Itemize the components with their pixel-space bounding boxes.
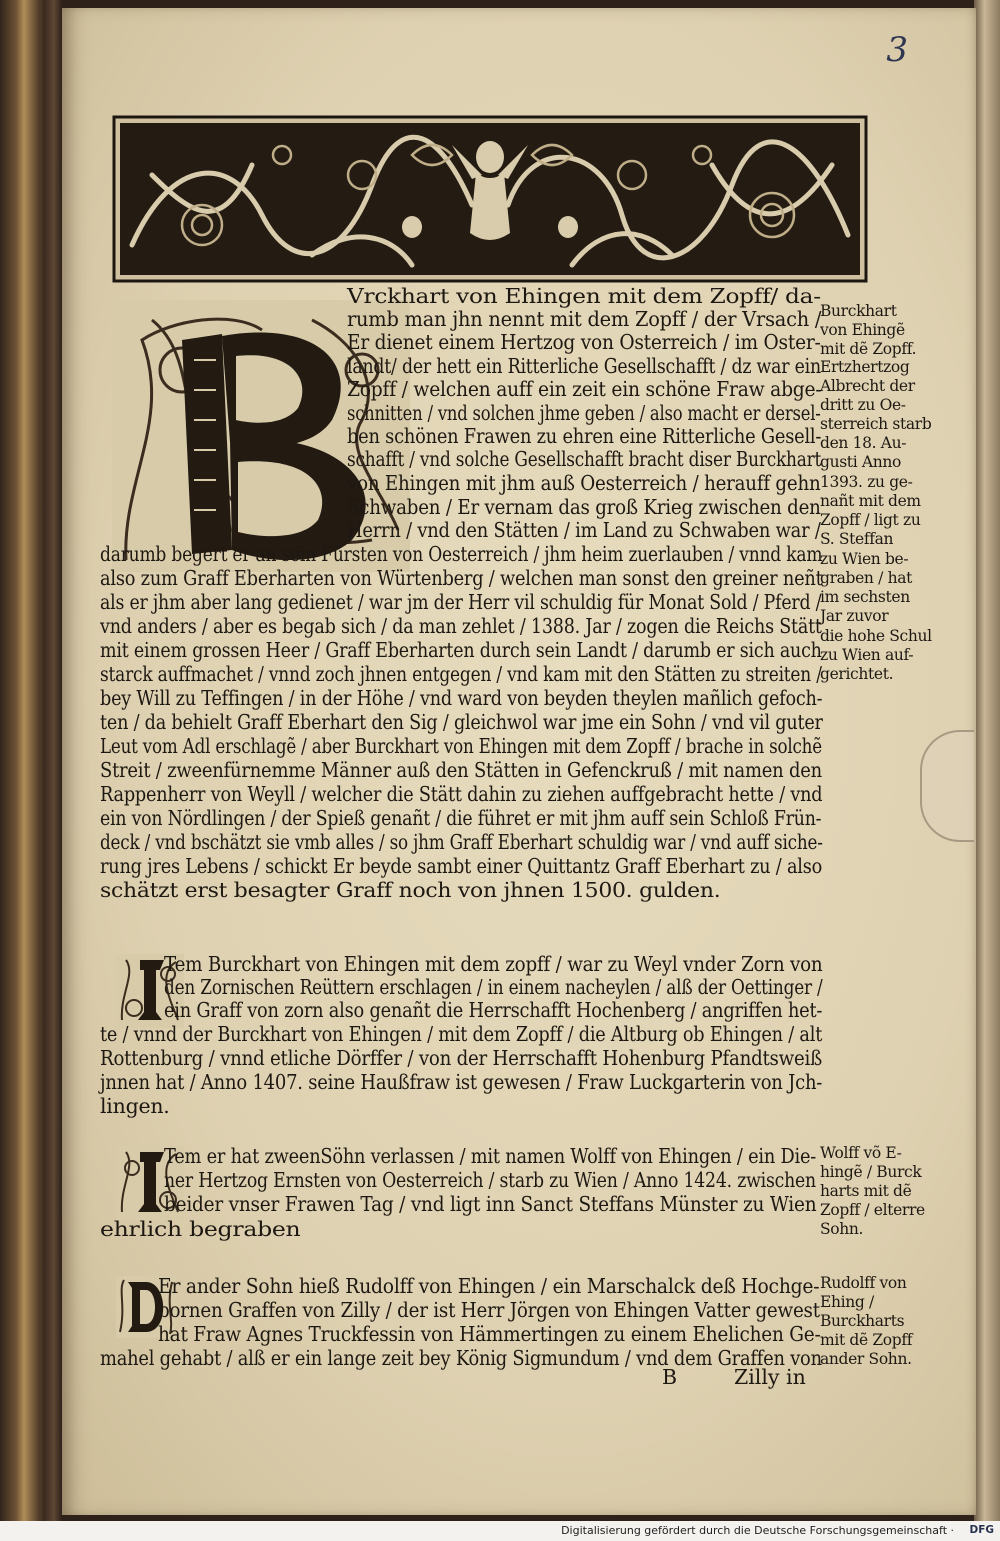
text-line: hat Fraw Agnes Truckfessin von Hämmertingen zu einem Ehelichen Ge-: [158, 1322, 821, 1346]
text-line: von Ehingen mit jhm auß Oesterreich / herauff gehn: [347, 471, 821, 495]
text-line: te / vnnd der Burckhart von Ehingen / mit dem Zopff / die Altburg ob Ehingen / alt: [100, 1022, 823, 1046]
text-line: als er jhm aber lang gedienet / war jm der Herr vil schuldig für Monat Sold / Pferd /: [100, 590, 822, 614]
funding-credit: Digitalisierung gefördert durch die Deutsche Forschungsgemeinschaft ·: [561, 1524, 954, 1537]
catchword: Zilly in: [734, 1365, 806, 1389]
text-line: schätzt erst besagter Graff noch von jhnen 1500. gulden.: [100, 878, 721, 902]
margin-note-line: hingẽ / Burck: [820, 1163, 922, 1181]
text-line: Schwaben / Er vernam das groß Krieg zwischen den: [347, 495, 821, 519]
text-line: beider vnser Frawen Tag / vnd ligt inn Sanct Steffans Münster zu Wien: [164, 1192, 817, 1216]
margin-note-line: ander Sohn.: [820, 1350, 912, 1368]
text-line: darumb begert er an sein Fürsten von Oesterreich / jhm heim zuerlauben / vnnd kam: [100, 542, 823, 566]
text-line: bornen Graffen von Zilly / der ist Herr Jörgen von Ehingen Vatter gewest: [158, 1298, 820, 1322]
text-line: Vrckhart von Ehingen mit dem Zopff/ da-: [347, 284, 821, 308]
text-line: Er dienet einem Hertzog von Osterreich / im Oster-: [347, 330, 821, 354]
text-line: Rottenburg / vnnd etliche Dörffer / von der Herrschafft Hohenburg Pfandtsweiß: [100, 1046, 823, 1070]
text-line: Tem er hat zweenSöhn verlassen / mit namen Wolff von Ehingen / ein Die-: [164, 1144, 817, 1168]
margin-note-line: Albrecht der: [820, 377, 915, 395]
paper-page: [62, 8, 976, 1515]
text-line: Rappenherr von Weyll / welcher die Stätt dahin zu ziehen auffgebracht hette / vnd: [100, 782, 823, 806]
margin-note-line: graben / hat: [820, 569, 912, 587]
text-line: ein Graff von zorn also genañt die Herrschafft Hochenberg / angriffen het-: [164, 998, 823, 1022]
text-line: Streit / zweenfürnemme Männer auß den Stätten in Gefenckruß / mit namen den: [100, 758, 822, 782]
book-binding-left: [0, 0, 40, 1541]
text-line: also zum Graff Eberharten von Würtenberg / welchen man sonst den greiner neñt: [100, 566, 823, 590]
margin-note-line: Jar zuvor: [820, 607, 889, 625]
margin-note-line: den 18. Au-: [820, 434, 907, 452]
margin-note-line: 1393. zu ge-: [820, 473, 913, 491]
margin-note-line: Ehing /: [820, 1293, 874, 1311]
text-line: vnd anders / aber es begab sich / da man zehlet / 1388. Jar / zogen die Reichs Stätt: [100, 614, 822, 638]
ribbon-tab: [920, 730, 974, 842]
text-line: landt/ der hett ein Ritterliche Gesellschafft / dz war ein: [347, 354, 821, 378]
woodcut-ornament-band: [112, 115, 868, 283]
margin-note-line: S. Steffan: [820, 530, 894, 548]
text-line: den Zornischen Reüttern erschlagen / in einem nacheylen / alß der Oettinger /: [164, 975, 823, 999]
text-line: ein von Nördlingen / der Spieß genañt / die führet er mit jhm auff sein Schloß Frün-: [100, 806, 822, 830]
margin-note-line: dritt zu Oe-: [820, 396, 906, 414]
margin-note-line: Zopff / elterre: [820, 1201, 925, 1219]
margin-note-line: Burckharts: [820, 1312, 905, 1330]
margin-note-line: im sechsten: [820, 588, 910, 606]
margin-note-line: zu Wien auf-: [820, 646, 914, 664]
text-line: rung jres Lebens / schickt Er beyde sambt einer Quittantz Graff Eberhart zu / also: [100, 854, 823, 878]
margin-note-line: harts mit dẽ: [820, 1182, 912, 1200]
margin-note-line: Zopff / ligt zu: [820, 511, 921, 529]
margin-note-line: mit dẽ Zopff.: [820, 340, 917, 358]
margin-note-line: gusti Anno: [820, 453, 901, 471]
text-line: Er ander Sohn hieß Rudolff von Ehingen / ein Marschalck deß Hochge-: [158, 1274, 820, 1298]
text-line: ehrlich begraben: [100, 1217, 301, 1241]
margin-note-line: zu Wien be-: [820, 550, 909, 568]
text-line: schnitten / vnd solchen jhme geben / also macht er dersel-: [347, 401, 821, 425]
text-line: lingen.: [100, 1094, 170, 1118]
text-line: ner Hertzog Ernsten von Oesterreich / starb zu Wien / Anno 1424. zwischen: [164, 1168, 816, 1192]
digitization-footer: [0, 1521, 1000, 1541]
page-number: 3: [886, 30, 908, 70]
margin-note-line: Wolff võ E-: [820, 1144, 902, 1162]
margin-note-line: mit dẽ Zopff: [820, 1331, 913, 1349]
margin-note-line: Rudolff von: [820, 1274, 907, 1292]
text-line: Herrn / vnd den Stätten / im Land zu Schwaben war /: [347, 518, 821, 542]
text-line: rumb man jhn nennt mit dem Zopff / der Vrsach /: [347, 307, 822, 331]
signature-mark: B: [662, 1365, 678, 1389]
text-line: deck / vnd bschätzt sie vmb alles / so jhm Graff Eberhart schuldig war / vnd auff siche-: [100, 830, 823, 854]
text-line: starck auffmachet / vnnd zoch jhnen entgegen / vnd kam mit den Stätten zu streiten /: [100, 662, 822, 686]
text-line: schafft / vnd solche Gesellschafft bracht diser Burckhart: [347, 447, 822, 471]
page-fore-edge: [974, 0, 1000, 1541]
text-line: Zopff / welchen auff ein zeit ein schöne Fraw abge-: [347, 377, 822, 401]
text-line: mit einem grossen Heer / Graff Eberharten durch sein Landt / darumb er sich auch: [100, 638, 822, 662]
margin-note-line: sterreich starb: [820, 415, 932, 433]
text-line: jnnen hat / Anno 1407. seine Haußfraw ist gewesen / Fraw Luckgarterin von Jch-: [100, 1070, 823, 1094]
dfg-logo: DFG: [969, 1524, 994, 1536]
text-line: ben schönen Frawen zu ehren eine Ritterliche Gesell-: [347, 424, 822, 448]
text-line: Leut vom Adl erschlagẽ / aber Burckhart von Ehingen mit dem Zopff / brache in solchẽ: [100, 734, 822, 758]
text-line: Tem Burckhart von Ehingen mit dem zopff / war zu Weyl vnder Zorn von: [164, 952, 823, 976]
margin-note-line: Sohn.: [820, 1220, 864, 1238]
margin-note-line: von Ehingẽ: [820, 321, 905, 339]
margin-note-line: Ertzhertzog: [820, 358, 910, 376]
margin-note-line: Burckhart: [820, 302, 897, 320]
margin-note-line: nañt mit dem: [820, 492, 921, 510]
text-line: bey Will zu Teffingen / in der Höhe / vnd ward von beyden theylen mañlich gefoch-: [100, 686, 823, 710]
text-line: mahel gehabt / alß er ein lange zeit bey König Sigmundum / vnd dem Graffen von: [100, 1346, 822, 1370]
margin-note-line: gerichtet.: [820, 665, 894, 683]
margin-note-line: die hohe Schul: [820, 627, 932, 645]
text-line: ten / da behielt Graff Eberhart den Sig / gleichwol war jme ein Sohn / vnd vil guter: [100, 710, 823, 734]
